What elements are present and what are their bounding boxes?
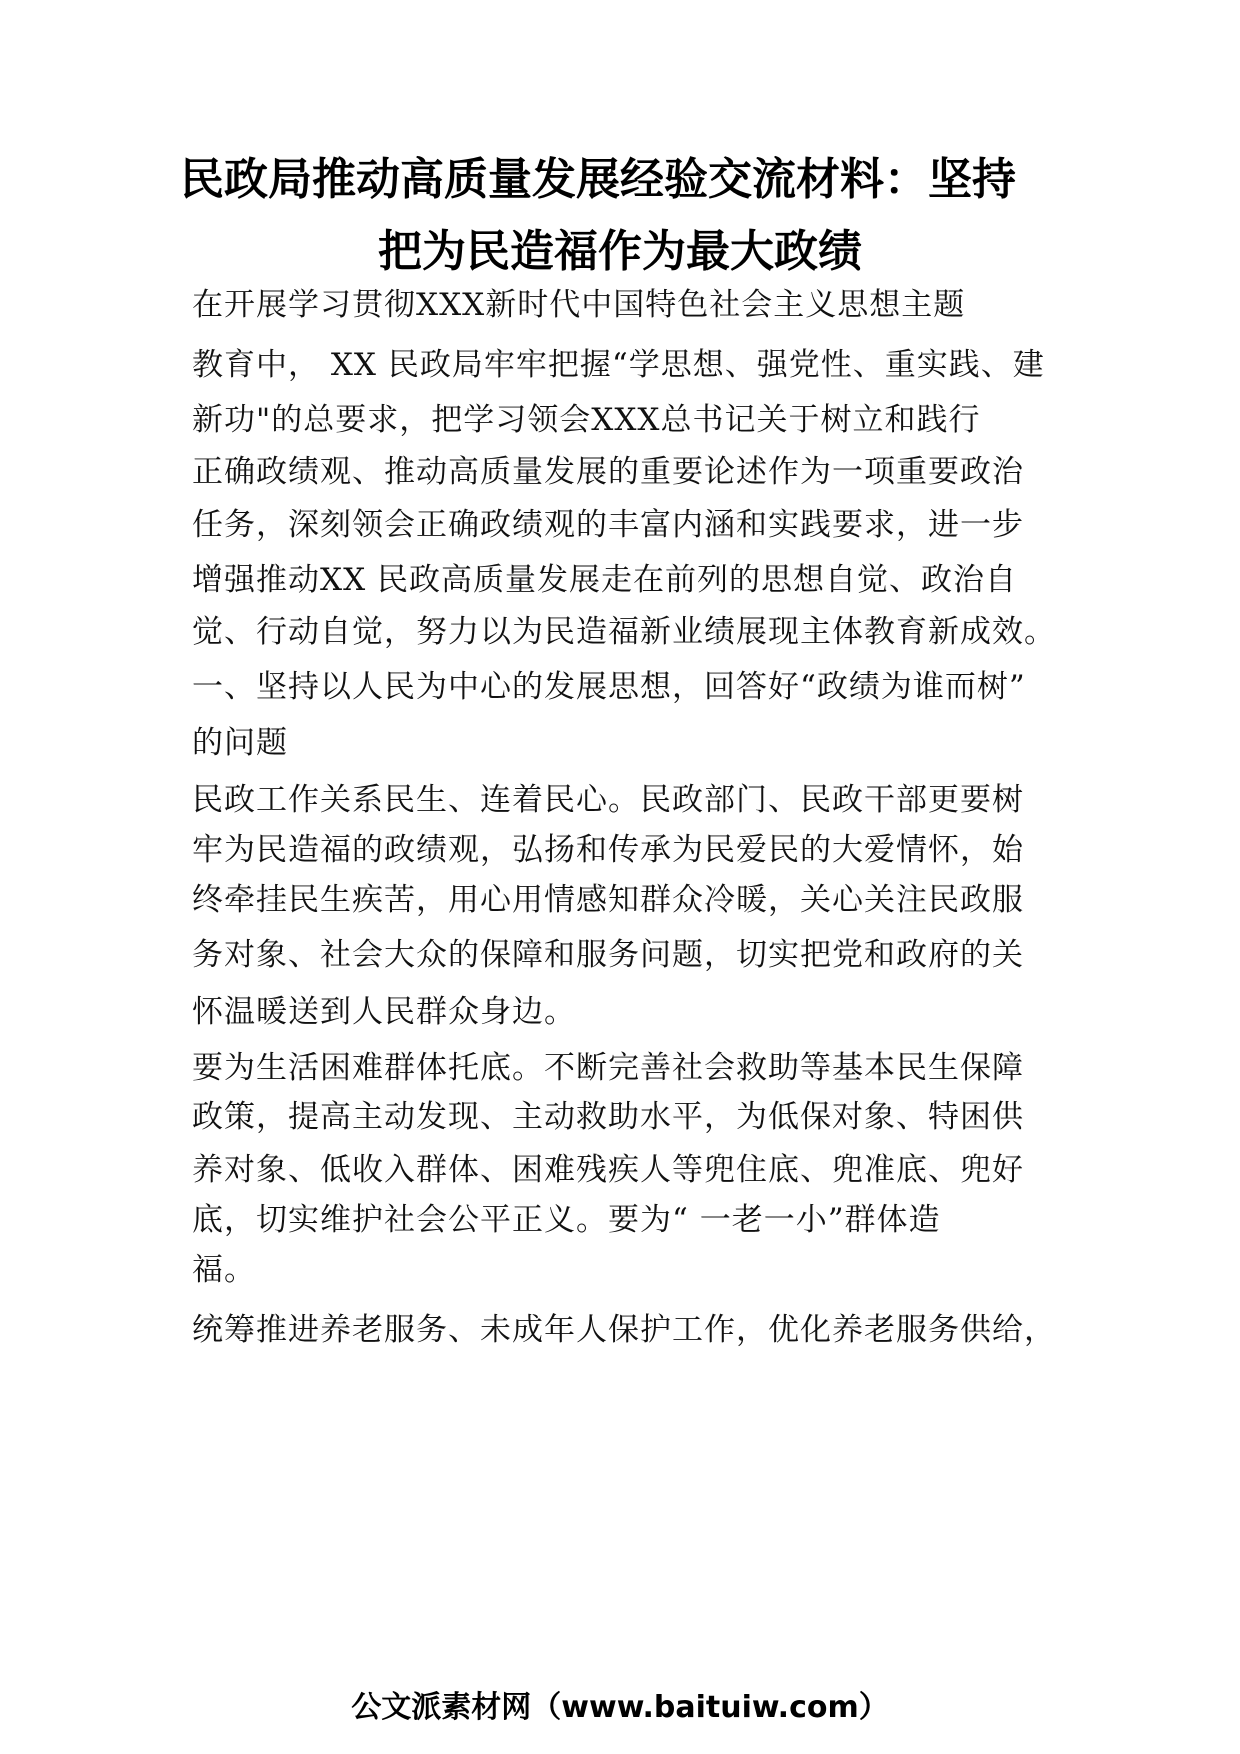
body-line: 任务，深刻领会正确政绩观的丰富内涵和实践要求，进一步: [192, 507, 1024, 543]
body-line: 增强推动XX 民政高质量发展走在前列的思想自觉、政治自: [192, 562, 1017, 598]
body-line: 养对象、低收入群体、困难残疾人等兜住底、兜准底、兜好: [192, 1152, 1024, 1188]
body-line: 福。: [192, 1252, 256, 1288]
section-heading-line: 的问题: [192, 725, 288, 761]
body-line: 终牵挂民生疾苦，用心用情感知群众冷暖，关心关注民政服: [192, 882, 1024, 918]
body-line: 务对象、社会大众的保障和服务问题，切实把党和政府的关: [192, 937, 1024, 973]
body-line: 牢为民造福的政绩观，弘扬和传承为民爱民的大爱情怀，始: [192, 832, 1024, 868]
body-line: 底，切实维护社会公平正义。要为“ 一老一小”群体造: [192, 1202, 941, 1238]
section-heading-line: 一、坚持以人民为中心的发展思想，回答好“政绩为谁而树”: [192, 669, 1026, 705]
document-title-line-2: 把为民造福作为最大政绩: [378, 226, 862, 277]
body-line: 统筹推进养老服务、未成年人保护工作，优化养老服务供给，: [192, 1312, 1056, 1348]
body-line: 怀温暖送到人民群众身边。: [192, 994, 576, 1030]
body-line: 要为生活困难群体托底。不断完善社会救助等基本民生保障: [192, 1050, 1024, 1086]
document-title-line-1: 民政局推动高质量发展经验交流材料：坚持: [180, 154, 1016, 205]
footer-watermark: 公文派素材网（www.baituiw.com）: [351, 1690, 889, 1725]
body-line: 在开展学习贯彻XXX新时代中国特色社会主义思想主题: [192, 287, 966, 323]
body-line: 正确政绩观、推动高质量发展的重要论述作为一项重要政治: [192, 454, 1024, 490]
body-line: 觉、行动自觉，努力以为民造福新业绩展现主体教育新成效。: [192, 614, 1056, 650]
body-line: 政策，提高主动发现、主动救助水平，为低保对象、特困供: [192, 1099, 1024, 1135]
body-line: 新功"的总要求，把学习领会XXX总书记关于树立和践行: [192, 402, 981, 438]
body-line: 教育中， XX 民政局牢牢把握“学思想、强党性、重实践、建: [192, 347, 1045, 383]
body-line: 民政工作关系民生、连着民心。民政部门、民政干部更要树: [192, 782, 1024, 818]
